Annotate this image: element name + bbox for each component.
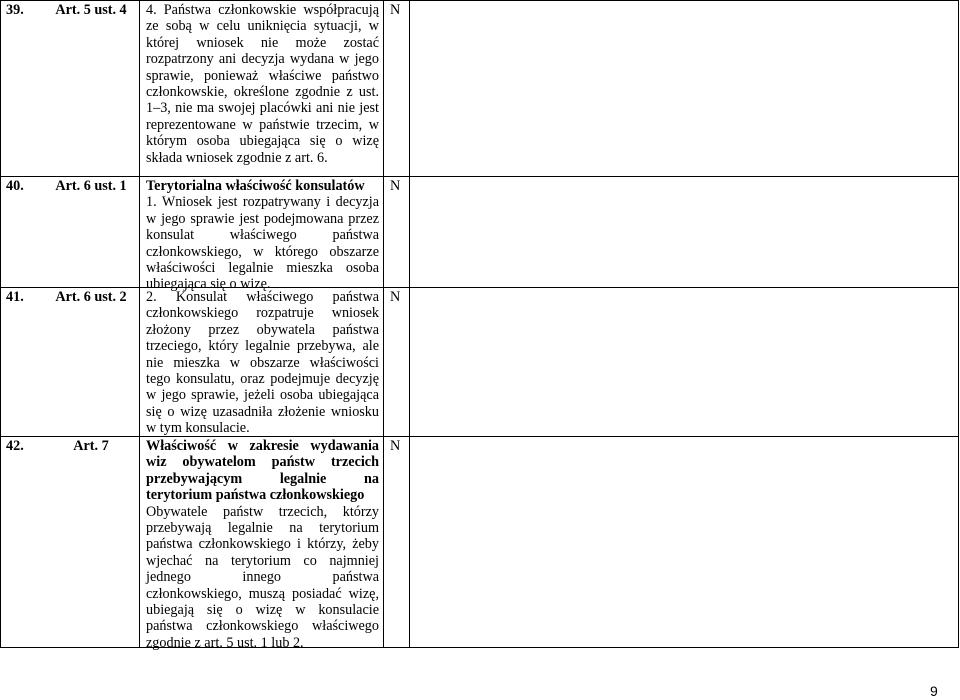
article-ref: Art. 6 ust. 2 — [55, 289, 127, 305]
provision-text — [139, 1, 384, 176]
table-row — [1, 436, 958, 651]
page-number: 9 — [930, 683, 938, 699]
provision-text — [139, 437, 384, 651]
provision-body: 2. Konsulat właściwego państwa członkowskiego rozpatruje wniosek złożony przez obywatela państwa trzeciego, który legalnie przebywa, ale nie mieszka w obszarze właściwości tego konsulatu, oraz podejmuje decyzję w jego sprawie, jeżeli osoba ubiegająca się o wizę uzasadniła złożenie wniosku w tym konsulacie. — [146, 289, 379, 437]
status-mark: N — [384, 437, 410, 647]
table-row — [1, 287, 958, 436]
provision-heading: Terytorialna właściwość konsulatów — [146, 178, 365, 194]
row-number: 42. — [6, 438, 24, 454]
article-ref: Art. 7 — [73, 438, 109, 454]
row-number: 40. — [6, 178, 24, 194]
row-number: 41. — [6, 289, 24, 305]
provision-text — [139, 288, 384, 436]
status-mark: N — [384, 177, 410, 287]
status-mark: N — [384, 1, 410, 176]
article-ref: Art. 6 ust. 1 — [55, 178, 127, 194]
row-number: 39. — [6, 2, 24, 18]
provision-body: Obywatele państw trzecich, którzy przebywają legalnie na terytorium państwa członkowskiego i którzy, żeby wjechać na terytorium co najmniej jednego innego państwa członkowskiego, muszą posiadać wizę, ubiegają się o wizę w konsulacie państwa członkowskiego właściwego zgodnie z art. 5 ust. 1 lub 2. — [146, 503, 379, 651]
provision-heading: Właściwość w zakresie wydawania wiz obywatelom państw trzecich przebywającym legalnie na terytorium państwa członkowskiego — [146, 438, 379, 504]
provision-body: 4. Państwa członkowskie współpracują ze sobą w celu uniknięcia sytuacji, w której wniosek nie może zostać rozpatrzony ani decyzja wydana w jego sprawie, ponieważ właściwe państwo członkowskie, określone zgodnie z ust. 1–3, nie ma swojej placówki ani nie jest reprezentowane w państwie trzecim, w którym osoba ubiegająca się o wizę składa wniosek zgodnie z art. 6. — [146, 2, 379, 166]
article-ref: Art. 5 ust. 4 — [55, 2, 127, 18]
status-mark: N — [384, 288, 410, 436]
table-row — [1, 1, 958, 176]
provision-body: 1. Wniosek jest rozpatrywany i decyzja w jego sprawie jest podejmowana przez konsulat właściwego państwa członkowskiego, w którego obszarze właściwości legalnie mieszka osoba ubiegająca się o wizę. — [146, 194, 379, 293]
provision-text — [139, 177, 384, 293]
table-row — [1, 176, 958, 293]
